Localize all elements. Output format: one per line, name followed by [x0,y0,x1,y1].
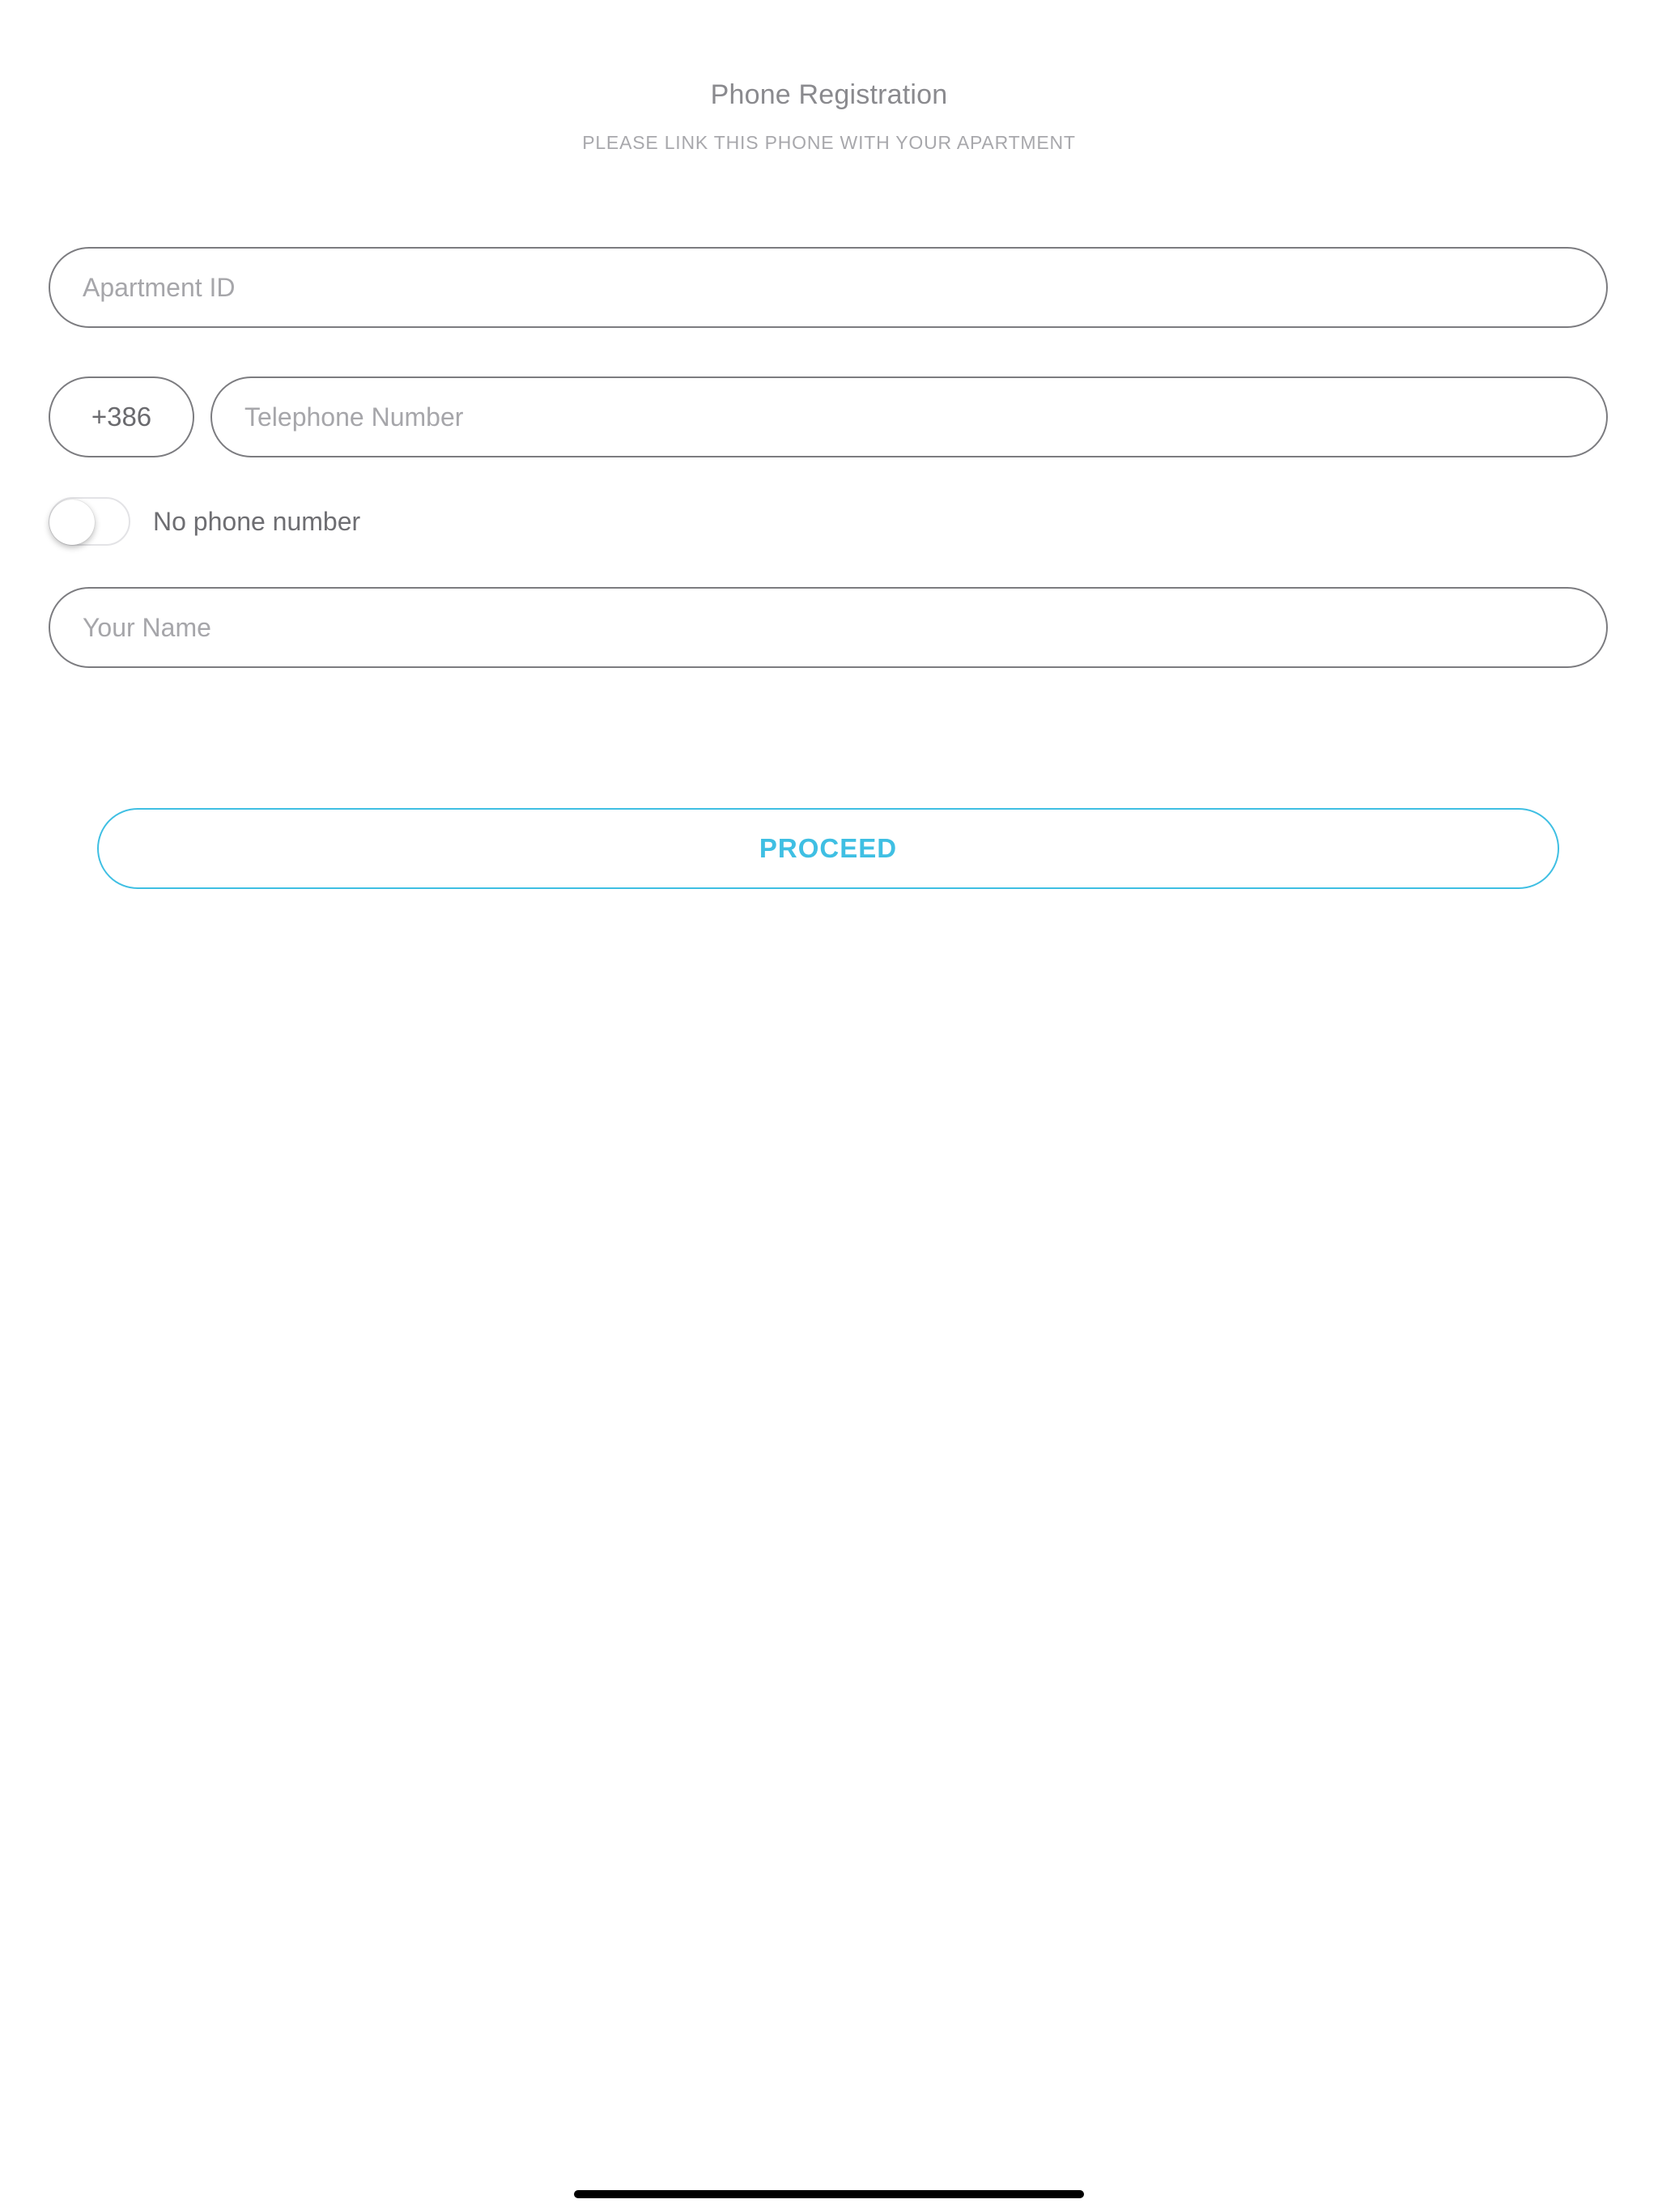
home-indicator[interactable] [574,2190,1084,2198]
telephone-number-input[interactable] [210,376,1608,457]
no-phone-toggle-label: No phone number [153,506,361,536]
no-phone-toggle[interactable] [49,497,130,546]
page-title: Phone Registration [710,79,948,110]
country-code-label: +386 [91,402,152,432]
proceed-button[interactable]: PROCEED [97,808,1559,889]
toggle-knob [49,500,95,545]
page-subtitle: PLEASE LINK THIS PHONE WITH YOUR APARTMENT [582,132,1076,153]
your-name-input[interactable] [49,587,1608,668]
header [0,79,1658,154]
no-phone-toggle-row [49,497,360,546]
country-code-selector[interactable] [49,376,194,457]
apartment-id-input[interactable] [49,247,1608,328]
